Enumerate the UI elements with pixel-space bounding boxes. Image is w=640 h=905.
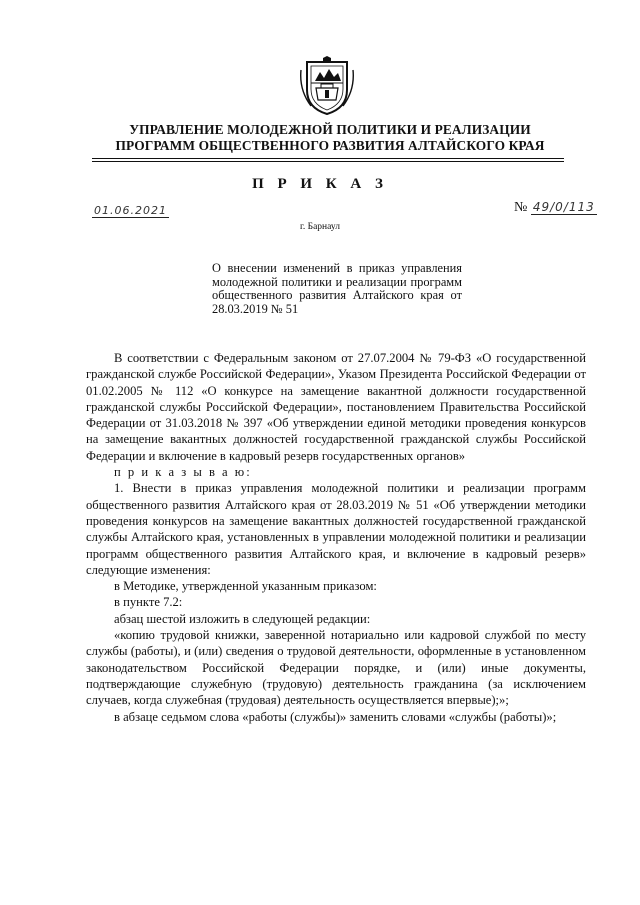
document-number [514,200,597,216]
header-rule-thick [92,158,564,159]
body-paragraph-order: п р и к а з ы в а ю: [114,465,252,480]
document-number-value: 49/0/113 [532,200,595,214]
coat-of-arms-icon [299,56,355,116]
body-paragraph: абзац шестой изложить в следующей редакции: [114,611,371,626]
document-city: г. Барнаул [300,222,340,232]
body-paragraph: в абзаце седьмом слова «работы (службы)» заменить словами «службы (работы)»; [114,709,557,724]
body-paragraph: «копию трудовой книжки, заверенной нотариально или кадровой службой по месту службы (работы), и (или) сведения о трудовой деятельности, оформленные в установленном законодательством Российской Федерации порядке, и (или) иные документы, подтверждающие служебную (трудовую) деятельность гражданина (за исключением случаев, когда служебная (трудовая) деятельность осуществляется впервые);»; [86,628,586,708]
document-type-title: П Р И К А З [252,176,388,192]
organization-name [60,122,600,154]
body-paragraph: в пункте 7.2: [114,595,183,610]
document-date: 01.06.2021 [94,204,167,217]
document-subject: О внесении изменений в приказ управления молодежной политики и реализации программ общественного развития Алтайского края от 28.03.2019 № 51 [212,261,462,316]
organization-name-line1: УПРАВЛЕНИЕ МОЛОДЕЖНОЙ ПОЛИТИКИ И РЕАЛИЗАЦИИ [129,122,531,137]
body-paragraph: В соответствии с Федеральным законом от 27.07.2004 № 79-ФЗ «О государственной гражданской службе Российской Федерации», Указом Президента Российской Федерации от 01.02.2005 № 112 «О конкурсе на замещение вакантной должности государственной гражданской службы Российской Федерации», постановлением Правительства Российской Федерации от 31.03.2018 № 397 «Об утверждении единой методики проведения конкурсов на замещение вакантных должностей государственной гражданской службы Российской Федерации и включение в кадровый резерв государственных органов» [86,351,586,463]
body-paragraph: в Методике, утвержденной указанным приказом: [114,579,377,594]
header-rule-thin [92,161,564,162]
body-paragraph: 1. Внести в приказ управления молодежной политики и реализации программ общественного развития Алтайского края от 28.03.2019 № 51 «Об утверждении методики проведения конкурсов на замещение вакантных должностей государственной гражданской службы Алтайского края, установленных в управлении молодежной политики и реализации программ общественного развития Алтайского края, и включение в кадровый резерв» следующие изменения: [86,481,586,577]
number-sign: № [514,200,528,215]
organization-name-line2: ПРОГРАММ ОБЩЕСТВЕННОГО РАЗВИТИЯ АЛТАЙСКОГО КРАЯ [115,138,545,153]
document-body [86,350,586,725]
